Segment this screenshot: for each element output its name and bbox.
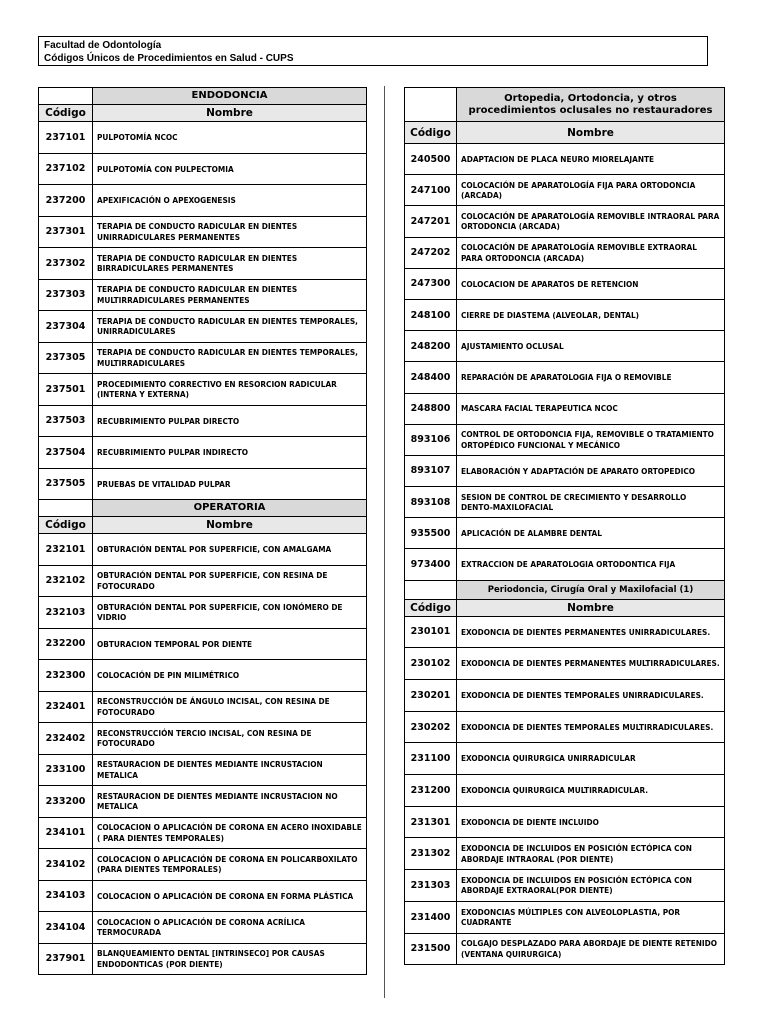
procedure-name: COLOCACIÓN DE APARATOLOGÍA REMOVIBLE INTRAORAL PARA ORTODONCIA (ARCADA) [457,206,725,237]
procedure-name: TERAPIA DE CONDUCTO RADICULAR EN DIENTES MULTIRRADICULARES PERMANENTES [93,279,367,311]
procedure-name: ADAPTACION DE PLACA NEURO MIORELAJANTE [457,144,725,175]
procedure-code: 893108 [405,487,457,518]
table-row [405,806,725,838]
procedure-name: EXODONCIA QUIRURGICA MULTIRRADICULAR. [457,775,725,807]
procedure-name: OBTURACIÓN DENTAL POR SUPERFICIE, CON IONÓMERO DE VIDRIO [93,597,367,629]
column-header-name: Nombre [93,517,367,534]
procedure-name: EXTRACCION DE APARATOLOGIA ORTODONTICA FIJA [457,549,725,580]
procedure-code: 893107 [405,455,457,486]
procedure-name: REPARACIÓN DE APARATOLOGIA FIJA O REMOVIBLE [457,362,725,393]
procedure-code: 237304 [39,311,93,343]
procedure-name: PULPOTOMÍA CON PULPECTOMIA [93,153,367,185]
section-title-row [405,88,725,122]
column-header-code: Código [39,105,93,122]
procedure-name: MASCARA FACIAL TERAPEUTICA NCOC [457,393,725,424]
procedure-code: 237200 [39,185,93,217]
procedure-code: 237101 [39,122,93,154]
procedure-name: CIERRE DE DIASTEMA (ALVEOLAR, DENTAL) [457,299,725,330]
procedure-code: 234102 [39,849,93,881]
procedure-code: 247202 [405,237,457,268]
procedure-code: 233100 [39,754,93,786]
procedure-code: 234101 [39,817,93,849]
section-title-spacer [39,88,93,105]
table-row [39,849,367,881]
table-row [405,144,725,175]
table-row [39,153,367,185]
table-row [39,405,367,437]
table-row [39,817,367,849]
table-row [405,424,725,455]
column-header-row [405,599,725,616]
table-row [39,786,367,818]
procedure-name: TERAPIA DE CONDUCTO RADICULAR EN DIENTES TEMPORALES, MULTIRRADICULARES [93,342,367,374]
procedure-code: 234104 [39,912,93,944]
table-row [405,518,725,549]
procedure-name: OBTURACIÓN DENTAL POR SUPERFICIE, CON AMALGAMA [93,534,367,566]
procedure-name: COLOCACION O APLICACIÓN DE CORONA ACRÍLICA TERMOCURADA [93,912,367,944]
procedure-code: 231302 [405,838,457,870]
procedure-name: RECUBRIMIENTO PULPAR INDIRECTO [93,437,367,469]
table-row [39,723,367,755]
section-title: ENDODONCIA [93,88,367,105]
procedure-name: OBTURACIÓN DENTAL POR SUPERFICIE, CON RESINA DE FOTOCURADO [93,565,367,597]
procedure-code: 237504 [39,437,93,469]
procedure-name: COLOCACION O APLICACIÓN DE CORONA EN ACERO INOXIDABLE ( PARA DIENTES TEMPORALES) [93,817,367,849]
table-row [405,743,725,775]
section-title: OPERATORIA [93,500,367,517]
procedure-code: 247100 [405,175,457,206]
table-row [39,216,367,248]
procedure-name: ELABORACIÓN Y ADAPTACIÓN DE APARATO ORTOPEDICO [457,455,725,486]
table-row [405,616,725,648]
table-row [405,870,725,902]
procedure-code: 237503 [39,405,93,437]
table-row [39,342,367,374]
procedure-code: 232401 [39,691,93,723]
column-header-code: Código [405,599,457,616]
section-title: Periodoncia, Cirugía Oral y Maxilofacial (1) [457,580,725,599]
procedure-code: 231100 [405,743,457,775]
procedure-code: 231301 [405,806,457,838]
procedure-name: RECONSTRUCCIÓN DE ÁNGULO INCISAL, CON RESINA DE FOTOCURADO [93,691,367,723]
section-title-row [39,500,367,517]
table-row [405,268,725,299]
table-row [405,838,725,870]
table-row [405,455,725,486]
column-header-name: Nombre [457,599,725,616]
table-row [39,880,367,912]
document-header [38,36,708,66]
table-row [39,185,367,217]
table-row [405,331,725,362]
table-row [405,680,725,712]
procedure-code: 247300 [405,268,457,299]
table-row [39,754,367,786]
procedure-code: 247201 [405,206,457,237]
procedure-name: EXODONCIA QUIRURGICA UNIRRADICULAR [457,743,725,775]
procedure-code: 231200 [405,775,457,807]
table-row [39,374,367,406]
procedure-code: 237305 [39,342,93,374]
table-row [405,487,725,518]
table-row [39,122,367,154]
table-row [405,549,725,580]
procedure-name: RECONSTRUCCIÓN TERCIO INCISAL, CON RESINA DE FOTOCURADO [93,723,367,755]
procedure-code: 230102 [405,648,457,680]
procedure-name: APEXIFICACIÓN O APEXOGENESIS [93,185,367,217]
table-row [405,393,725,424]
table-row [39,311,367,343]
procedure-name: SESION DE CONTROL DE CRECIMIENTO Y DESARROLLO DENTO-MAXILOFACIAL [457,487,725,518]
procedure-code: 237303 [39,279,93,311]
procedure-code: 237302 [39,248,93,280]
table-row [39,628,367,660]
table-row [39,691,367,723]
column-header-name: Nombre [457,122,725,144]
column-header-name: Nombre [93,105,367,122]
procedure-code: 232402 [39,723,93,755]
procedure-name: PULPOTOMÍA NCOC [93,122,367,154]
table-row [39,279,367,311]
procedure-name: BLANQUEAMIENTO DENTAL [INTRINSECO] POR CAUSAS ENDODONTICAS (POR DIENTE) [93,943,367,975]
procedure-name: RECUBRIMIENTO PULPAR DIRECTO [93,405,367,437]
section-title-row [39,88,367,105]
procedure-name: COLOCACION O APLICACIÓN DE CORONA EN FORMA PLÁSTICA [93,880,367,912]
table-row [39,943,367,975]
table-row [405,648,725,680]
procedure-name: TERAPIA DE CONDUCTO RADICULAR EN DIENTES BIRRADICULARES PERMANENTES [93,248,367,280]
procedure-code: 232101 [39,534,93,566]
table-row [405,362,725,393]
procedure-name: EXODONCIA DE DIENTES PERMANENTES MULTIRRADICULARES. [457,648,725,680]
procedure-name: RESTAURACION DE DIENTES MEDIANTE INCRUSTACION NO METALICA [93,786,367,818]
section-title: Ortopedia, Ortodoncia, y otros procedimientos oclusales no restauradores [457,88,725,122]
procedure-code: 893106 [405,424,457,455]
procedure-code: 232102 [39,565,93,597]
procedure-name: COLOCACIÓN DE APARATOLOGÍA REMOVIBLE EXTRAORAL PARA ORTODONCIA (ARCADA) [457,237,725,268]
procedure-code: 248100 [405,299,457,330]
procedure-name: COLGAJO DESPLAZADO PARA ABORDAJE DE DIENTE RETENIDO (VENTANA QUIRURGICA) [457,933,725,965]
procedure-name: CONTROL DE ORTODONCIA FIJA, REMOVIBLE O TRATAMIENTO ORTOPÉDICO FUNCIONAL Y MECÁNICO [457,424,725,455]
column-header-row [39,517,367,534]
procedure-code: 231303 [405,870,457,902]
procedure-name: COLOCACION DE APARATOS DE RETENCION [457,268,725,299]
procedure-name: EXODONCIA DE DIENTES PERMANENTES UNIRRADICULARES. [457,616,725,648]
table-row [405,775,725,807]
procedure-code: 237301 [39,216,93,248]
procedure-code: 240500 [405,144,457,175]
procedure-code: 230202 [405,711,457,743]
procedure-name: EXODONCIAS MÚLTIPLES CON ALVEOLOPLASTIA, POR CUADRANTE [457,901,725,933]
column-header-code: Código [405,122,457,144]
table-row [39,597,367,629]
document-title: Códigos Únicos de Procedimientos en Salud - CUPS [44,53,294,64]
section-title-spacer [39,500,93,517]
column-divider [384,86,385,998]
procedure-name: RESTAURACION DE DIENTES MEDIANTE INCRUSTACION METALICA [93,754,367,786]
procedure-name: EXODONCIA DE DIENTES TEMPORALES UNIRRADICULARES. [457,680,725,712]
section-title-row [405,580,725,599]
table-row [405,175,725,206]
procedure-code: 237901 [39,943,93,975]
procedure-code: 248400 [405,362,457,393]
table-row [405,299,725,330]
procedure-code: 234103 [39,880,93,912]
procedure-code: 230101 [405,616,457,648]
left-procedures-table [38,87,367,975]
procedure-name: EXODONCIA DE INCLUIDOS EN POSICIÓN ECTÓPICA CON ABORDAJE EXTRAORAL(POR DIENTE) [457,870,725,902]
procedure-code: 232300 [39,660,93,692]
column-header-code: Código [39,517,93,534]
procedure-code: 237505 [39,468,93,500]
column-header-row [405,122,725,144]
table-row [405,206,725,237]
table-row [39,248,367,280]
section-title-spacer [405,580,457,599]
procedure-name: TERAPIA DE CONDUCTO RADICULAR EN DIENTES UNIRRADICULARES PERMANENTES [93,216,367,248]
column-header-row [39,105,367,122]
table-row [39,565,367,597]
procedure-code: 935500 [405,518,457,549]
procedure-name: OBTURACION TEMPORAL POR DIENTE [93,628,367,660]
procedure-code: 248200 [405,331,457,362]
procedure-name: EXODONCIA DE DIENTE INCLUIDO [457,806,725,838]
procedure-name: AJUSTAMIENTO OCLUSAL [457,331,725,362]
table-row [405,901,725,933]
procedure-code: 973400 [405,549,457,580]
procedure-code: 231400 [405,901,457,933]
procedure-name: EXODONCIA DE INCLUIDOS EN POSICIÓN ECTÓPICA CON ABORDAJE INTRAORAL (POR DIENTE) [457,838,725,870]
procedure-code: 232200 [39,628,93,660]
procedure-code: 230201 [405,680,457,712]
table-row [39,437,367,469]
procedure-code: 237501 [39,374,93,406]
right-procedures-table [404,87,725,965]
procedure-name: EXODONCIA DE DIENTES TEMPORALES MULTIRRADICULARES. [457,711,725,743]
table-row [39,660,367,692]
table-row [405,711,725,743]
procedure-name: COLOCACIÓN DE APARATOLOGÍA FIJA PARA ORTODONCIA (ARCADA) [457,175,725,206]
faculty-name: Facultad de Odontología [44,40,162,51]
procedure-name: COLOCACION O APLICACIÓN DE CORONA EN POLICARBOXILATO (PARA DIENTES TEMPORALES) [93,849,367,881]
procedure-code: 232103 [39,597,93,629]
procedure-code: 233200 [39,786,93,818]
section-title-spacer [405,88,457,122]
procedure-name: COLOCACIÓN DE PIN MILIMÉTRICO [93,660,367,692]
table-row [405,237,725,268]
procedure-name: APLICACIÓN DE ALAMBRE DENTAL [457,518,725,549]
procedure-code: 248800 [405,393,457,424]
procedure-name: PROCEDIMIENTO CORRECTIVO EN RESORCION RADICULAR (INTERNA Y EXTERNA) [93,374,367,406]
table-row [39,912,367,944]
table-row [39,468,367,500]
procedure-name: TERAPIA DE CONDUCTO RADICULAR EN DIENTES TEMPORALES, UNIRRADICULARES [93,311,367,343]
table-row [405,933,725,965]
procedure-code: 237102 [39,153,93,185]
procedure-name: PRUEBAS DE VITALIDAD PULPAR [93,468,367,500]
table-row [39,534,367,566]
procedure-code: 231500 [405,933,457,965]
